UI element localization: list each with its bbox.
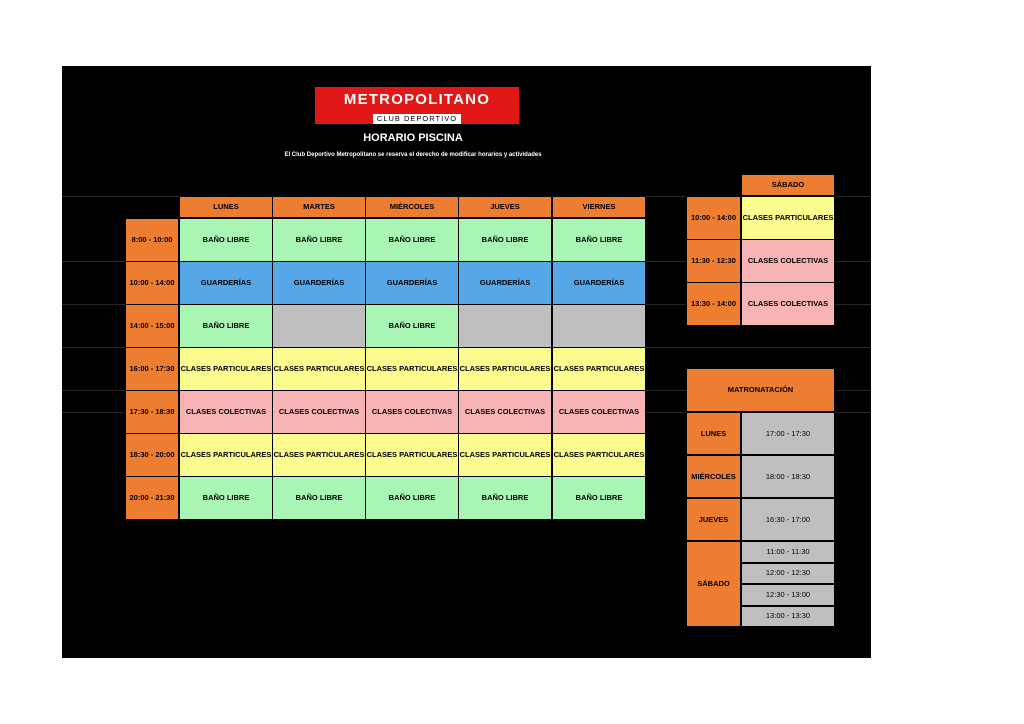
schedule-cell [552,304,646,348]
matronatacion-day: JUEVES [686,498,741,541]
time-slot: 14:00 - 15:00 [125,304,179,348]
time-slot: 20:00 - 21:30 [125,476,179,520]
time-slot: 18:30 - 20:00 [125,433,179,477]
schedule-cell: CLASES PARTICULARES [179,347,273,391]
schedule-cell: BAÑO LIBRE [179,304,273,348]
day-header: VIERNES [552,196,646,218]
schedule-cell: BAÑO LIBRE [365,218,459,262]
schedule-cell: CLASES PARTICULARES [272,433,366,477]
logo-subtitle: CLUB DEPORTIVO [373,114,461,124]
saturday-header: SÁBADO [741,174,835,196]
matronatacion-time: 16:30 - 17:00 [741,498,835,541]
time-slot: 10:00 - 14:00 [125,261,179,305]
page-title: HORARIO PISCINA [363,132,463,144]
saturday-activity: CLASES COLECTIVAS [741,282,835,326]
schedule-cell: BAÑO LIBRE [458,476,552,520]
schedule-cell: CLASES PARTICULARES [552,433,646,477]
schedule-cell: BAÑO LIBRE [552,476,646,520]
metropolitano-logo [315,87,519,124]
saturday-activity: CLASES PARTICULARES [741,196,835,240]
schedule-cell: GUARDERÍAS [179,261,273,305]
schedule-cell: GUARDERÍAS [458,261,552,305]
day-header: MIÉRCOLES [365,196,459,218]
day-header: LUNES [179,196,273,218]
schedule-cell: GUARDERÍAS [552,261,646,305]
matronatacion-time: 12:00 - 12:30 [741,563,835,585]
matronatacion-time: 12:30 - 13:00 [741,584,835,606]
matronatacion-time: 13:00 - 13:30 [741,606,835,628]
day-header: MARTES [272,196,366,218]
schedule-cell: CLASES PARTICULARES [458,347,552,391]
matronatacion-day: SÁBADO [686,541,741,627]
saturday-time: 11:30 - 12:30 [686,239,741,283]
schedule-cell: CLASES COLECTIVAS [365,390,459,434]
schedule-cell: CLASES PARTICULARES [552,347,646,391]
saturday-activity: CLASES COLECTIVAS [741,239,835,283]
schedule-cell: BAÑO LIBRE [365,476,459,520]
schedule-cell [272,304,366,348]
schedule-cell: CLASES PARTICULARES [365,433,459,477]
schedule-cell: GUARDERÍAS [365,261,459,305]
day-header: JUEVES [458,196,552,218]
schedule-cell [458,304,552,348]
schedule-cell: GUARDERÍAS [272,261,366,305]
schedule-cell: CLASES COLECTIVAS [179,390,273,434]
saturday-time: 13:30 - 14:00 [686,282,741,326]
disclaimer-note: El Club Deportivo Metropolitano se reserva el derecho de modificar horarios y actividades [284,152,542,158]
time-slot: 17:30 - 18:30 [125,390,179,434]
matronatacion-header: MATRONATACIÓN [686,368,835,412]
schedule-cell: CLASES PARTICULARES [365,347,459,391]
schedule-cell: BAÑO LIBRE [365,304,459,348]
schedule-cell: CLASES COLECTIVAS [272,390,366,434]
time-slot: 16:00 - 17:30 [125,347,179,391]
schedule-cell: CLASES PARTICULARES [179,433,273,477]
matronatacion-time: 17:00 - 17:30 [741,412,835,455]
matronatacion-time: 18:00 - 18:30 [741,455,835,498]
matronatacion-day: LUNES [686,412,741,455]
schedule-sheet [62,66,871,658]
schedule-cell: BAÑO LIBRE [179,218,273,262]
saturday-time: 10:00 - 14:00 [686,196,741,240]
schedule-cell: BAÑO LIBRE [272,476,366,520]
schedule-cell: BAÑO LIBRE [552,218,646,262]
logo-name: METROPOLITANO [343,91,491,108]
matronatacion-time: 11:00 - 11:30 [741,541,835,563]
schedule-cell: CLASES PARTICULARES [458,433,552,477]
schedule-cell: BAÑO LIBRE [179,476,273,520]
schedule-cell: CLASES COLECTIVAS [552,390,646,434]
schedule-cell: CLASES PARTICULARES [272,347,366,391]
schedule-cell: CLASES COLECTIVAS [458,390,552,434]
time-slot: 8:00 - 10:00 [125,218,179,262]
schedule-cell: BAÑO LIBRE [272,218,366,262]
schedule-cell: BAÑO LIBRE [458,218,552,262]
matronatacion-day: MIÉRCOLES [686,455,741,498]
